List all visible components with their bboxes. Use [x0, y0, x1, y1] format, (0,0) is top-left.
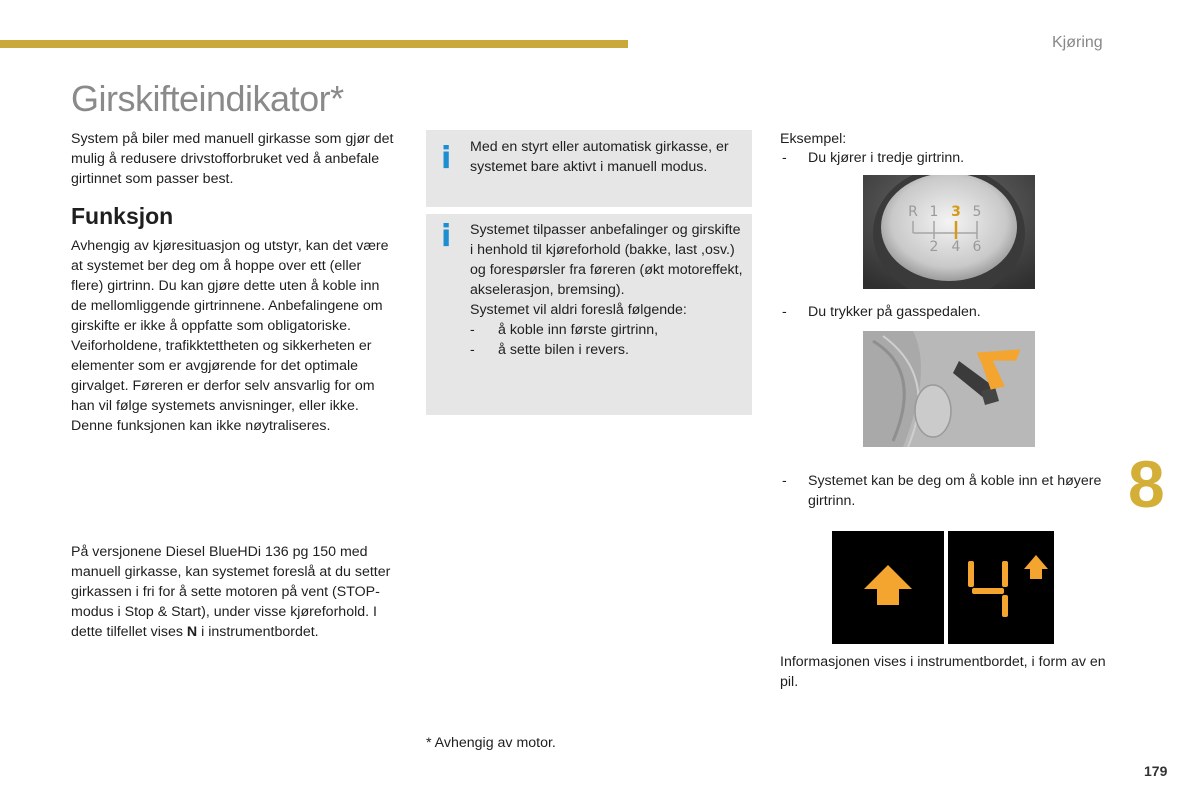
diesel-note-paragraph — [71, 542, 401, 642]
page-title: Girskifteindikator* — [71, 78, 344, 119]
footnote: * Avhengig av motor. — [426, 735, 556, 751]
gear-label: 4 — [951, 239, 961, 255]
example-conclusion: Informasjonen vises i instrumentbordet, i form av en pil. — [780, 654, 1106, 690]
gear-label: 6 — [972, 239, 982, 255]
info-box-text: Med en styrt eller automatisk girkasse, er systemet bare aktivt i manuell modus. — [470, 139, 729, 175]
funksjon-paragraph: Avhengig av kjøresituasjon og utstyr, kan det være at systemet ber deg om å hoppe over ett (eller flere) girtrinn. Du kan gjøre dette uten å koble inn de mellomliggende girtrinnene. Anbefalingene om girskifte er ikke å oppfatte som obligatoriske. Veiforholdene, trafikktettheten og sikkerheten er elementer som er avgjørende for det optimale girvalget. Føreren er derfor selv ansvarlig for om han vil følge systemets anvisninger, eller ikke. Denne funksjonen kan ikke nøytraliseres. — [71, 238, 389, 434]
gear-knob-image — [863, 175, 1035, 289]
never-suggested-list — [470, 320, 744, 360]
gear-label: 1 — [929, 204, 939, 220]
diesel-note-text: På versjonene Diesel BlueHDi 136 pg 150 med manuell girkasse, kan systemet foreslå at du setter girkassen i fri for å sette motoren på vent (STOP-modus i Stop & Start), under visse kjøreforhold. I dette tilfellet vises — [71, 544, 391, 640]
info-box-text-2: Systemet vil aldri foreslå følgende: — [470, 302, 687, 318]
gear-label: 2 — [929, 239, 939, 255]
info-box-text: Systemet tilpasser anbefalinger og girskifte i henhold til kjøreforhold (bakke, last ,osv.) og forespørsler fra føreren (økt motoreffekt, akselerasjon, bremsing). — [470, 222, 743, 298]
section-name: Kjøring — [1052, 34, 1103, 51]
example-label: Eksempel: — [780, 131, 847, 147]
info-box-recommendations — [426, 214, 752, 415]
page-number: 179 — [1144, 763, 1168, 779]
gear-label-current: 3 — [951, 204, 961, 220]
gear-label: 5 — [972, 204, 982, 220]
diesel-note-text-end: i instrumentbordet. — [197, 624, 319, 640]
example-step-1: - Du kjører i tredje girtrinn. — [780, 148, 1108, 168]
arrow-up-icon — [1024, 555, 1048, 579]
example-step-2: - Du trykker på gasspedalen. — [780, 302, 1108, 322]
arrow-up-icon — [864, 565, 912, 605]
gear-label: R — [908, 204, 918, 220]
header-accent-bar — [0, 40, 628, 48]
info-box-body — [470, 220, 744, 360]
info-icon: i — [441, 219, 452, 254]
intro-paragraph: System på biler med manuell girkasse som gjør det mulig å redusere drivstofforbruket ved å anbefale girtinnet som passer best. — [71, 131, 394, 187]
info-icon: i — [441, 141, 452, 176]
list-item: - å koble inn første girtrinn, — [470, 320, 744, 340]
chapter-number: 8 — [1128, 447, 1165, 521]
accelerator-pedal-image — [863, 331, 1035, 447]
example-step-3: - Systemet kan be deg om å koble inn et høyere girtrinn. — [780, 471, 1108, 511]
neutral-indicator-letter: N — [186, 624, 198, 640]
info-box-manual-mode — [426, 130, 752, 207]
list-item: - å sette bilen i revers. — [470, 340, 744, 360]
funksjon-heading: Funksjon — [71, 203, 174, 229]
gear-4-display — [948, 531, 1054, 644]
upshift-arrow-display — [832, 531, 944, 644]
